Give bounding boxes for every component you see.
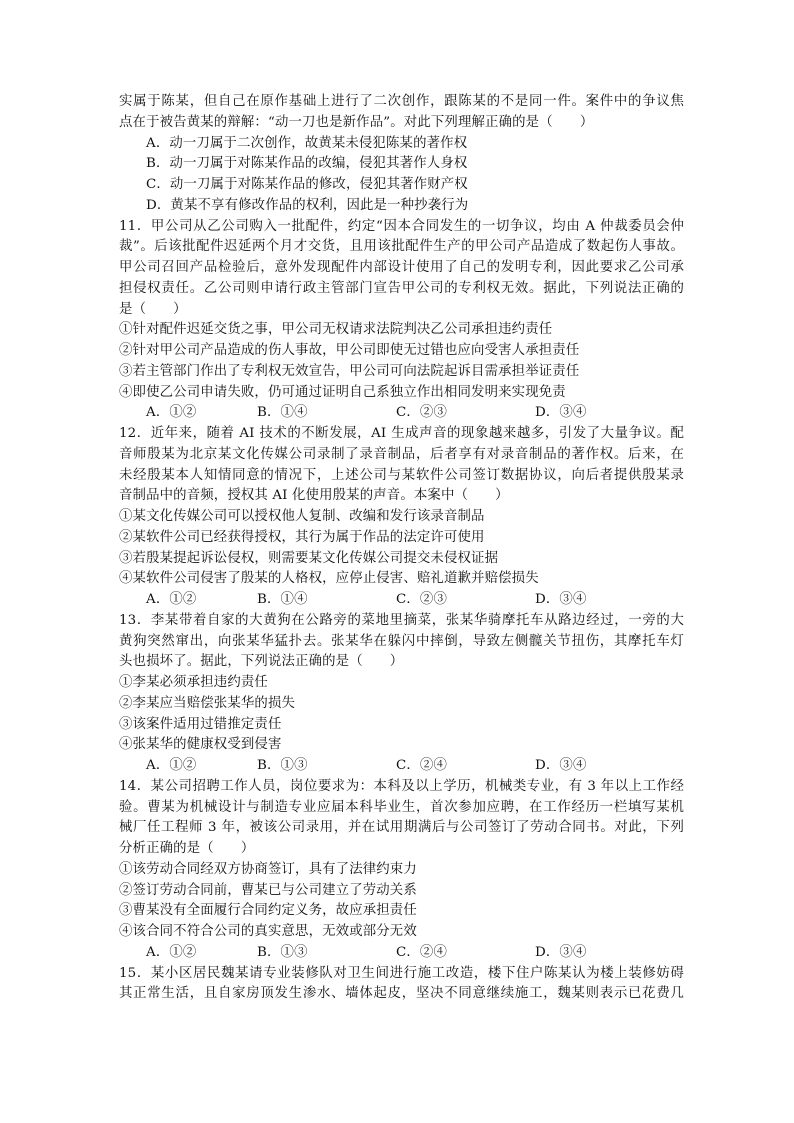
answer-choices bbox=[119, 590, 684, 611]
statement-3: ③若殷某提起诉讼侵权，则需要某文化传媒公司提交未侵权证据 bbox=[119, 550, 499, 566]
question-13 bbox=[119, 611, 684, 777]
question-text-line: 15．某小区居民魏某请专业装修队对卫生间进行施工改造，楼下住户陈某认为楼上装修妨碍 bbox=[119, 965, 684, 981]
statement-2: ②李某应当赔偿张某华的损失 bbox=[119, 695, 296, 711]
choice-b: B．①④ bbox=[257, 592, 308, 607]
choice-c: C．②④ bbox=[396, 758, 448, 773]
question-14 bbox=[119, 777, 684, 964]
question-text-line: 未经殷某本人知情同意的情况下，上述公司与某软件公司签订数据协议，向后者提供殷某录 bbox=[119, 467, 684, 483]
question-text-line: 13．李某带着自家的大黄狗在公路旁的菜地里摘菜，张某华骑摩托车从路边经过，一旁的大 bbox=[119, 612, 684, 628]
question-text-line: 验。曹某为机械设计与制造专业应届本科毕业生，首次参加应聘，在工作经历一栏填写某机 bbox=[119, 799, 684, 815]
question-text-line: 12．近年来，随着 AI 技术的不断发展，AI 生成声音的现象越来越多，引发了大量争议。配 bbox=[119, 426, 684, 441]
question-text-line: 是（ ） bbox=[119, 301, 187, 317]
question-15 bbox=[119, 964, 684, 1006]
statement-3: ③若主管部门作出了专利权无效宣告，甲公司可向法院起诉目需承担举证责任 bbox=[119, 363, 580, 379]
question-text-line: 甲公司召回产品检验后，意外发现配件内部设计使用了自己的发明专利，因此要求乙公司承 bbox=[119, 260, 684, 275]
question-text-line: 音制品中的音频，授权其 AI 化使用殷某的声音。本案中（ ） bbox=[119, 488, 509, 504]
choice-b: B．①③ bbox=[257, 944, 308, 960]
choice-a: A．①② bbox=[146, 758, 197, 773]
question-text-line: 其正常生活，且自家房顶发生渗水、墙体起皮，坚决不同意继续施工，魏某则表示已花费几 bbox=[119, 986, 684, 1002]
statement-4: ④即使乙公司申请失败，仍可通过证明自己系独立作出相同发明来实现免责 bbox=[119, 384, 566, 400]
question-text-line: 音师殷某为北京某文化传媒公司录制了录音制品，后者享有对录音制品的著作权。后来，在 bbox=[119, 446, 684, 462]
choice-a: A．①② bbox=[146, 405, 197, 421]
statement-1: ①针对配件迟延交货之事，甲公司无权请求法院判决乙公司承担违约责任 bbox=[119, 322, 553, 338]
statement-2: ②针对甲公司产品造成的伤人事故，甲公司即使无过错也应向受害人承担责任 bbox=[119, 343, 580, 358]
option-c: C．动一刀属于对陈某作品的修改，侵犯其著作财产权 bbox=[146, 177, 468, 192]
choice-a: A．①② bbox=[146, 944, 197, 960]
choice-d: D．③④ bbox=[535, 592, 587, 607]
choice-c: C．②③ bbox=[396, 405, 448, 421]
question-text-line: 黄狗突然窜出，向张某华猛扑去。张某华在躲闪中摔倒，导致左侧髋关节扭伤，其摩托车灯 bbox=[119, 633, 684, 649]
statement-4: ④张某华的健康权受到侵害 bbox=[119, 737, 282, 753]
question-11 bbox=[119, 217, 684, 425]
option-b: B．动一刀属于对陈某作品的改编，侵犯其著作人身权 bbox=[146, 156, 468, 172]
question-text-line: 14．某公司招聘工作人员，岗位要求为：本科及以上学历，机械类专业，有 3 年以上工作经 bbox=[119, 778, 684, 794]
statement-4: ④某软件公司侵害了殷某的人格权，应停止侵害、赔礼道歉并赔偿损失 bbox=[119, 571, 539, 587]
choice-c: C．②③ bbox=[396, 592, 448, 607]
question-text-line: 械厂任工程师 3 年，被该公司录用，并在试用期满后与公司签订了劳动合同书。对此，下列 bbox=[119, 820, 684, 836]
question-text-line: 担侵权责任。乙公司则申请行政主管部门宣告甲公司的专利权无效。据此，下列说法正确的 bbox=[119, 280, 684, 296]
statement-3: ③该案件适用过错推定责任 bbox=[119, 716, 282, 732]
statement-1: ①李某必须承担违约责任 bbox=[119, 675, 268, 690]
choice-d: D．③④ bbox=[535, 944, 587, 960]
choice-c: C．②④ bbox=[396, 944, 448, 960]
answer-choices bbox=[119, 756, 684, 777]
question-text-line: 头也损坏了。据此，下列说法正确的是（ ） bbox=[119, 654, 404, 670]
choice-b: B．①④ bbox=[257, 405, 308, 421]
answer-choices bbox=[119, 403, 684, 424]
answer-choices bbox=[119, 943, 684, 964]
question-text-line: 11．甲公司从乙公司购入一批配件，约定“因本合同发生的一切争议，均由 A 仲裁委员会仲 bbox=[119, 218, 684, 234]
question-10 bbox=[119, 92, 684, 217]
choice-a: A．①② bbox=[146, 592, 197, 607]
question-text-line: 点在于被告黄某的辩解：“动一刀也是新作品”。对此下列理解正确的是（ ） bbox=[119, 114, 594, 130]
page-content bbox=[119, 92, 684, 1005]
question-text-line: 分析正确的是（ ） bbox=[119, 841, 255, 856]
question-text-line: 实属于陈某，但自己在原作基础上进行了二次创作，跟陈某的不是同一件。案件中的争议焦 bbox=[119, 94, 684, 109]
statement-4: ④该合同不符合公司的真实意思，无效或部分无效 bbox=[119, 924, 417, 939]
statement-2: ②签订劳动合同前，曹某已与公司建立了劳动关系 bbox=[119, 882, 417, 898]
question-12 bbox=[119, 424, 684, 611]
choice-d: D．③④ bbox=[535, 405, 587, 421]
statement-2: ②某软件公司已经获得授权，其行为属于作品的法定许可使用 bbox=[119, 529, 485, 545]
option-d: D．黄某不享有修改作品的权利，因此是一种抄袭行为 bbox=[146, 197, 469, 213]
statement-1: ①该劳动合同经双方协商签订，具有了法律约束力 bbox=[119, 861, 417, 877]
statement-1: ①某文化传媒公司可以授权他人复制、改编和发行该录音制品 bbox=[119, 509, 485, 524]
choice-b: B．①③ bbox=[257, 758, 308, 773]
choice-d: D．③④ bbox=[535, 758, 587, 773]
option-a: A．动一刀属于二次创作，故黄某未侵犯陈某的著作权 bbox=[146, 135, 468, 151]
statement-3: ③曹某没有全面履行合同约定义务，故应承担责任 bbox=[119, 903, 417, 919]
question-text-line: 裁”。后该批配件迟延两个月才交货，且用该批配件生产的甲公司产品造成了数起伤人事故。 bbox=[119, 239, 684, 255]
